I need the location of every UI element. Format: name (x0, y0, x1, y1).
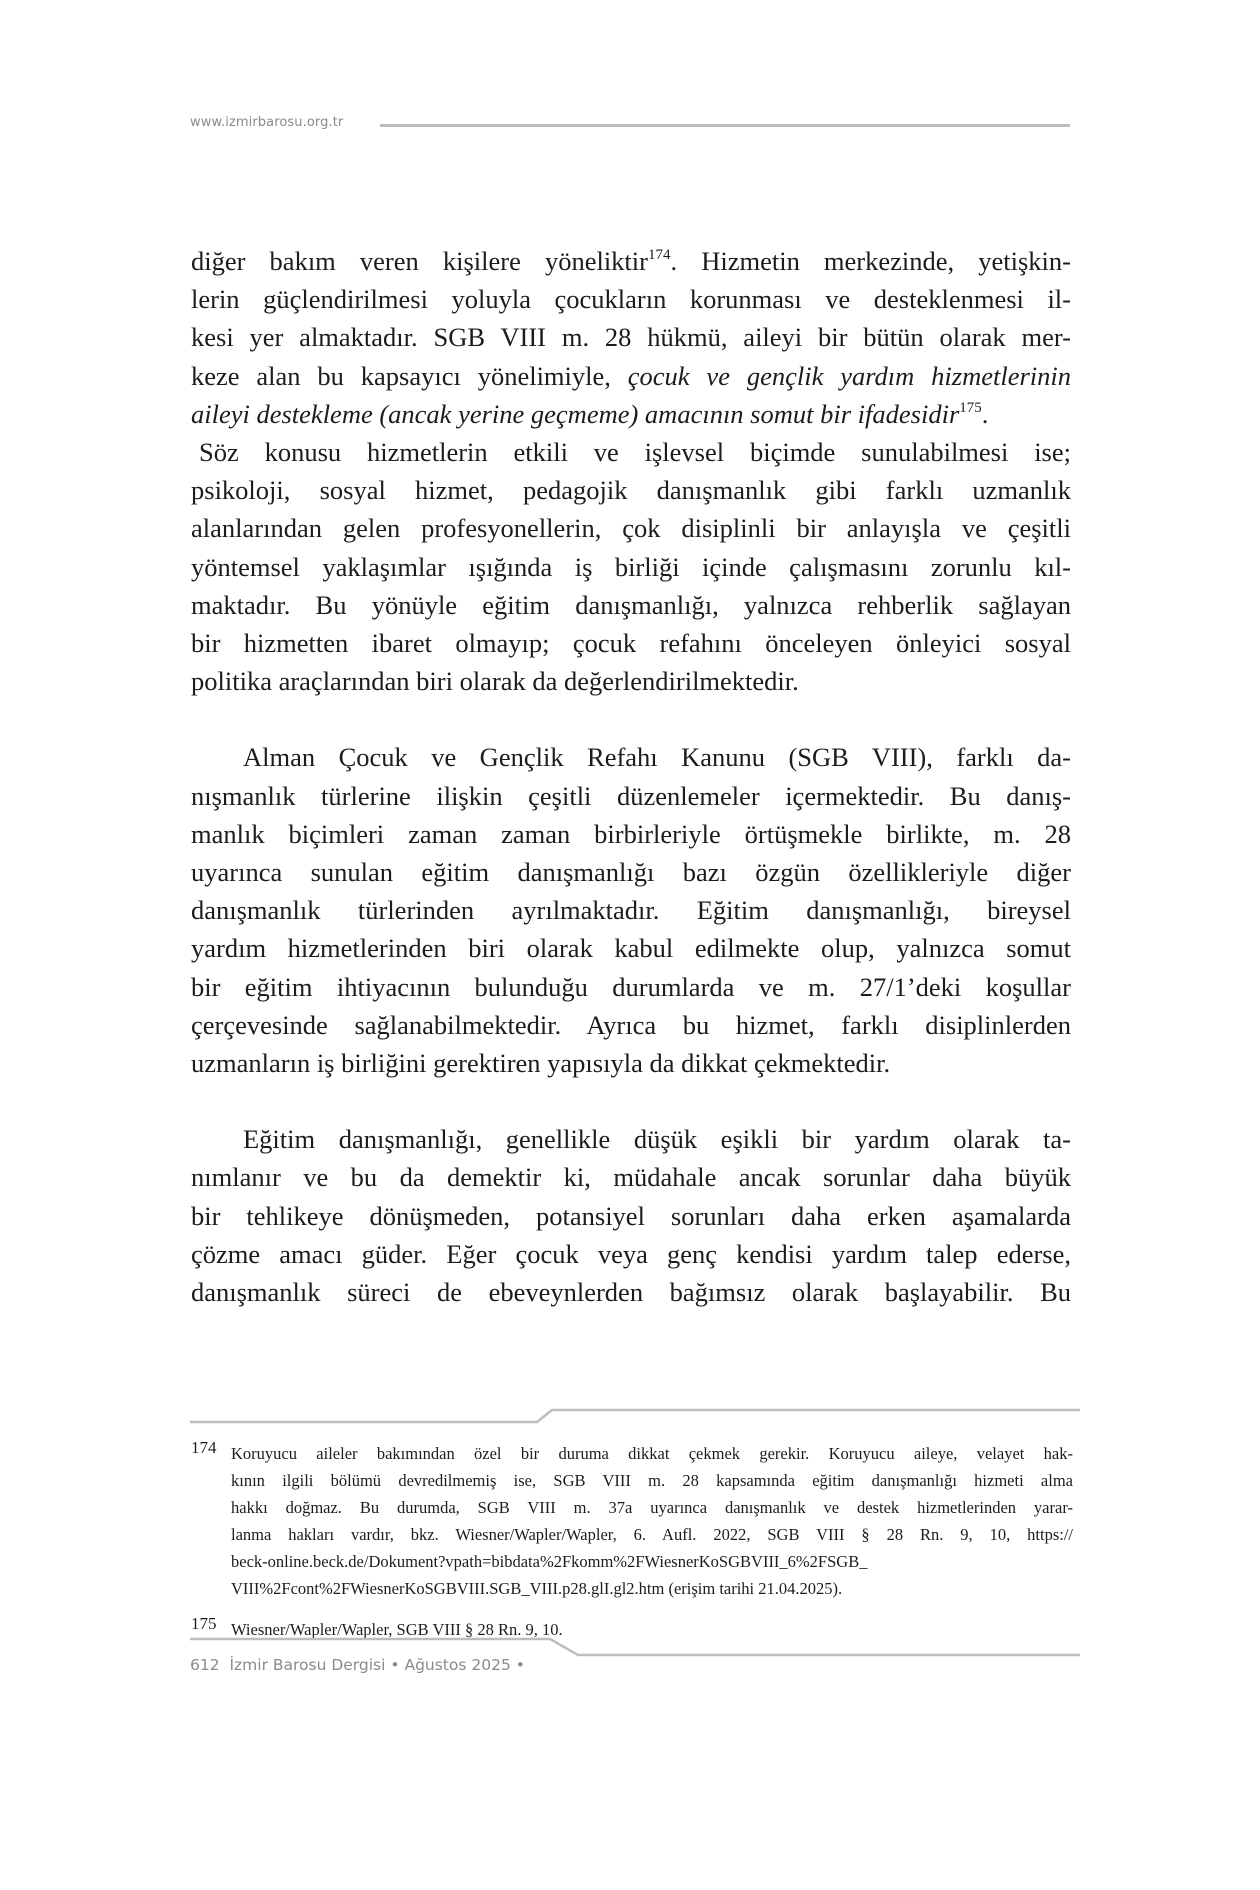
text-span: . (981, 398, 989, 429)
footnote-line: kının ilgili bölümü devredilmemiş ise, SGB VIII m. 28 kapsamında eğitim danışmanlığı hizmeti alma (231, 1471, 1073, 1490)
text-line: danışmanlık süreci de ebeveynlerden bağımsız olarak başlayabilir. Bu (191, 1277, 1071, 1308)
text-line: danışmanlık türlerinden ayrılmaktadır. Eğitim danışmanlığı, bireysel (191, 895, 1071, 926)
text-line: bir hizmetten ibaret olmayıp; çocuk refahını önceleyen önleyici sosyal (191, 628, 1071, 659)
text-line: maktadır. Bu yönüyle eğitim danışmanlığı, yalnızca rehberlik sağlayan (191, 589, 1071, 620)
paragraph-3 (191, 738, 1071, 1082)
issue-date: Ağustos 2025 (404, 1656, 511, 1674)
text-line: çerçevesinde sağlanabilmektedir. Ayrıca bu hizmet, farklı disiplinlerden (191, 1009, 1071, 1040)
header-rule (380, 124, 1070, 127)
footnote-line: hakkı doğmaz. Bu durumda, SGB VIII m. 37a uyarınca danışmanlık ve destek hizmetlerinden yarar- (231, 1498, 1073, 1517)
page-number: 612 (190, 1656, 220, 1674)
text-line: yardım hizmetlerinden biri olarak kabul edilmekte olup, yalnızca somut (191, 933, 1071, 964)
italic-span: aileyi destekleme (ancak yerine geçmeme) amacının somut bir ifadesidir (191, 398, 960, 429)
text-span: keze alan bu kapsayıcı yönelimiyle, (191, 360, 628, 391)
footnotes (191, 1440, 1073, 1643)
footnote-link-line[interactable]: beck-online.beck.de/Dokument?vpath=bibdata%2Fkomm%2FWiesnerKoSGBVIII_6%2FSGB_ (231, 1552, 868, 1571)
footnote-174 (191, 1440, 1073, 1602)
text-line: politika araçlarından biri olarak da değerlendirilmektedir. (191, 666, 799, 697)
footer-label (190, 1655, 525, 1675)
text-line: bir eğitim ihtiyacının bulunduğu durumlarda ve m. 27/1’deki koşullar (191, 971, 1071, 1002)
body-text (191, 242, 1071, 1311)
text-line: Alman Çocuk ve Gençlik Refahı Kanunu (SGB VIII), farklı da- (243, 742, 1071, 773)
bullet-separator: • (515, 1656, 525, 1674)
text-line: psikoloji, sosyal hizmet, pedagojik danışmanlık gibi farklı uzmanlık (191, 475, 1071, 506)
text-line: lerin güçlendirilmesi yoluyla çocukların korunması ve desteklenmesi il- (191, 284, 1071, 315)
page-footer (190, 1633, 1080, 1673)
paragraph-1 (191, 242, 1071, 433)
footnote-ref-175[interactable]: 175 (959, 399, 982, 416)
text-line (191, 395, 1071, 433)
text-line: Söz konusu hizmetlerin etkili ve işlevsel biçimde sunulabilmesi ise; (199, 437, 1071, 468)
text-line: manlık biçimleri zaman zaman birbirleriyle örtüşmekle birlikte, m. 28 (191, 818, 1071, 849)
footnote-number: 174 (191, 1438, 217, 1457)
text-line: Eğitim danışmanlığı, genellikle düşük eşikli bir yardım olarak ta- (243, 1124, 1071, 1155)
running-header (190, 113, 1070, 133)
paragraph-2 (191, 433, 1071, 700)
text-span: diğer bakım veren kişilere yöneliktir (191, 246, 648, 276)
paragraph-4 (191, 1120, 1071, 1311)
footnote-line: VIII%2Fcont%2FWiesnerKoSGBVIII.SGB_VIII.p28.glI.gl2.htm (erişim tarihi 21.04.2025). (231, 1579, 843, 1598)
header-url: www.izmirbarosu.org.tr (190, 115, 344, 130)
text-line: uzmanların iş birliğini gerektiren yapısıyla da dikkat çekmektedir. (191, 1048, 891, 1079)
text-line: uyarınca sunulan eğitim danışmanlığı bazı özgün özellikleriyle diğer (191, 857, 1071, 888)
text-span: . Hizmetin merkezinde, yetişkin- (670, 246, 1071, 276)
footnote-number: 175 (191, 1614, 217, 1633)
text-line (191, 242, 1071, 280)
text-line: kesi yer almaktadır. SGB VIII m. 28 hükmü, aileyi bir bütün olarak mer- (191, 322, 1071, 353)
text-line: alanlarından gelen profesyonellerin, çok disiplinli bir anlayışla ve çeşitli (191, 513, 1071, 544)
text-line: yöntemsel yaklaşımlar ışığında iş birliği içinde çalışmasını zorunlu kıl- (191, 551, 1071, 582)
journal-name: İzmir Barosu Dergisi (229, 1656, 386, 1674)
italic-span: çocuk ve gençlik yardım hizmetlerinin (627, 360, 1071, 391)
footnote-line: Koruyucu aileler bakımından özel bir duruma dikkat çekmek gerekir. Koruyucu aileye, velayet hak- (231, 1444, 1073, 1463)
text-line: bir tehlikeye dönüşmeden, potansiyel sorunları daha erken aşamalarda (191, 1200, 1071, 1231)
footnote-line: Wiesner/Wapler/Wapler, SGB VIII § 28 Rn. 9, 10. (231, 1620, 563, 1639)
text-line: nımlanır ve bu da demektir ki, müdahale ancak sorunlar daha büyük (191, 1162, 1071, 1193)
text-line (191, 357, 1071, 395)
text-line: nışmanlık türlerine ilişkin çeşitli düzenlemeler içermektedir. Bu danış- (191, 780, 1071, 811)
footnote-line: lanma hakları vardır, bkz. Wiesner/Wapler/Wapler, 6. Aufl. 2022, SGB VIII § 28 Rn. 9, 10, https:// (231, 1525, 1073, 1544)
text-line: çözme amacı güder. Eğer çocuk veya genç kendisi yardım talep ederse, (191, 1238, 1071, 1269)
footnote-ref-174[interactable]: 174 (647, 247, 671, 263)
bullet-separator: • (390, 1656, 400, 1674)
footnote-separator-rule (190, 1405, 1080, 1425)
